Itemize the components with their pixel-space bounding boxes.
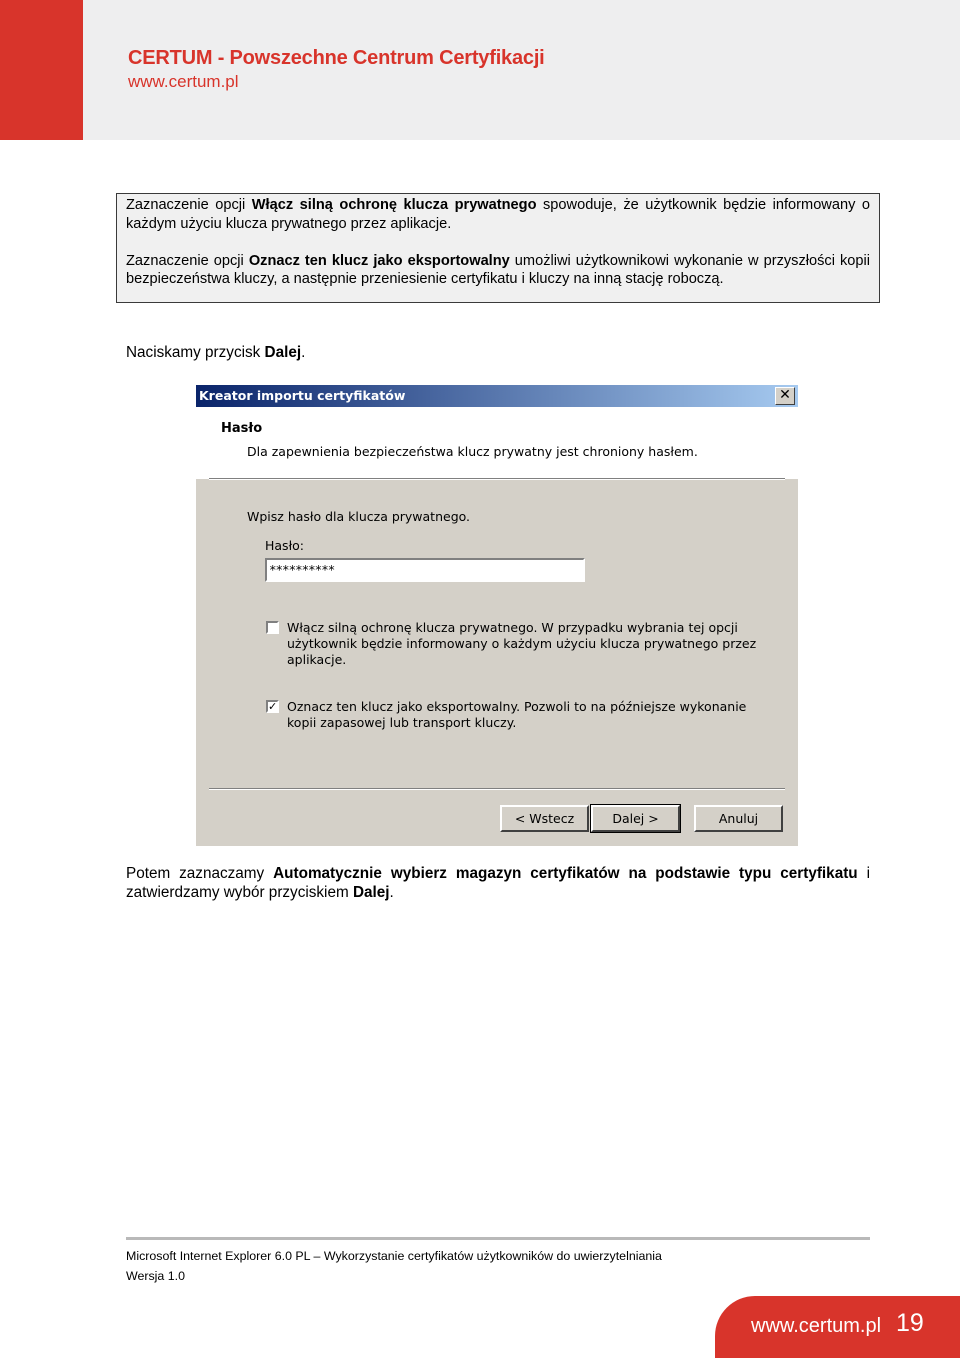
footer-tab (715, 1296, 960, 1358)
certificate-import-wizard-dialog (196, 385, 798, 846)
footer-document-title: Microsoft Internet Explorer 6.0 PL – Wykorzystanie certyfikatów użytkowników do uwierzytelniania (126, 1249, 662, 1263)
dialog-header-panel (196, 407, 798, 479)
section-description: Dla zapewnienia bezpieczeństwa klucz prywatny jest chroniony hasłem. (247, 444, 698, 459)
header-url: www.certum.pl (128, 72, 239, 91)
footer-version: Wersja 1.0 (126, 1269, 185, 1283)
footer-url: www.certum.pl (751, 1315, 882, 1337)
header-red-stripe (0, 0, 83, 140)
section-title: Hasło (221, 421, 263, 436)
page-number: 19 (896, 1309, 924, 1337)
header-band (0, 0, 960, 140)
note-paragraph-1: Zaznaczenie opcji Włącz silną ochronę klucza prywatnego spowoduje, że użytkownik będzie informowany o każdym użyciu klucza prywatnego przez aplikacje. (126, 197, 870, 232)
password-prompt: Wpisz hasło dla klucza prywatnego. (247, 509, 471, 524)
exportable-label: Oznacz ten klucz jako eksportowalny. Pozwoli to na późniejsze wykonanie kopii zapasowej lub transport kluczy. (287, 699, 747, 730)
note-box (116, 193, 880, 303)
option-name-strong-protection: Włącz silną ochronę klucza prywatnego (251, 197, 537, 213)
next-button[interactable]: Dalej > (591, 805, 680, 832)
instruction-next-step: Potem zaznaczamy Automatycznie wybierz magazyn certyfikatów na podstawie typu certyfikatu i zatwierdzamy wybór przyciskiem Dalej. (126, 865, 870, 901)
password-input[interactable]: ********** (265, 558, 585, 582)
divider (209, 788, 785, 790)
dialog-titlebar (196, 385, 798, 407)
strong-protection-label: Włącz silną ochronę klucza prywatnego. W przypadku wybrania tej opcji użytkownik będzie informowany o każdym użyciu klucza prywatnego przez aplikacje. (287, 620, 757, 667)
exportable-checkbox[interactable]: ✓ (268, 700, 278, 713)
strong-protection-checkbox[interactable] (266, 621, 279, 634)
note-paragraph-2: Zaznaczenie opcji Oznacz ten klucz jako eksportowalny umożliwi użytkownikowi wykonanie w przyszłości kopii bezpieczeństwa kluczy, a następnie przeniesienie certyfikatu i kluczy na inną stację roboczą. (126, 252, 871, 287)
password-label: Hasło: (265, 538, 304, 553)
cancel-button[interactable]: Anuluj (694, 805, 783, 832)
instruction-press-next: Naciskamy przycisk Dalej. (126, 344, 306, 361)
close-icon[interactable]: ✕ (775, 387, 795, 405)
footer-rule (126, 1237, 870, 1240)
back-button[interactable]: < Wstecz (500, 805, 589, 832)
divider (209, 478, 785, 480)
header-title: CERTUM - Powszechne Centrum Certyfikacji (128, 47, 545, 69)
option-name-exportable: Oznacz ten klucz jako eksportowalny (248, 252, 510, 269)
dialog-title: Kreator importu certyfikatów (199, 388, 406, 403)
